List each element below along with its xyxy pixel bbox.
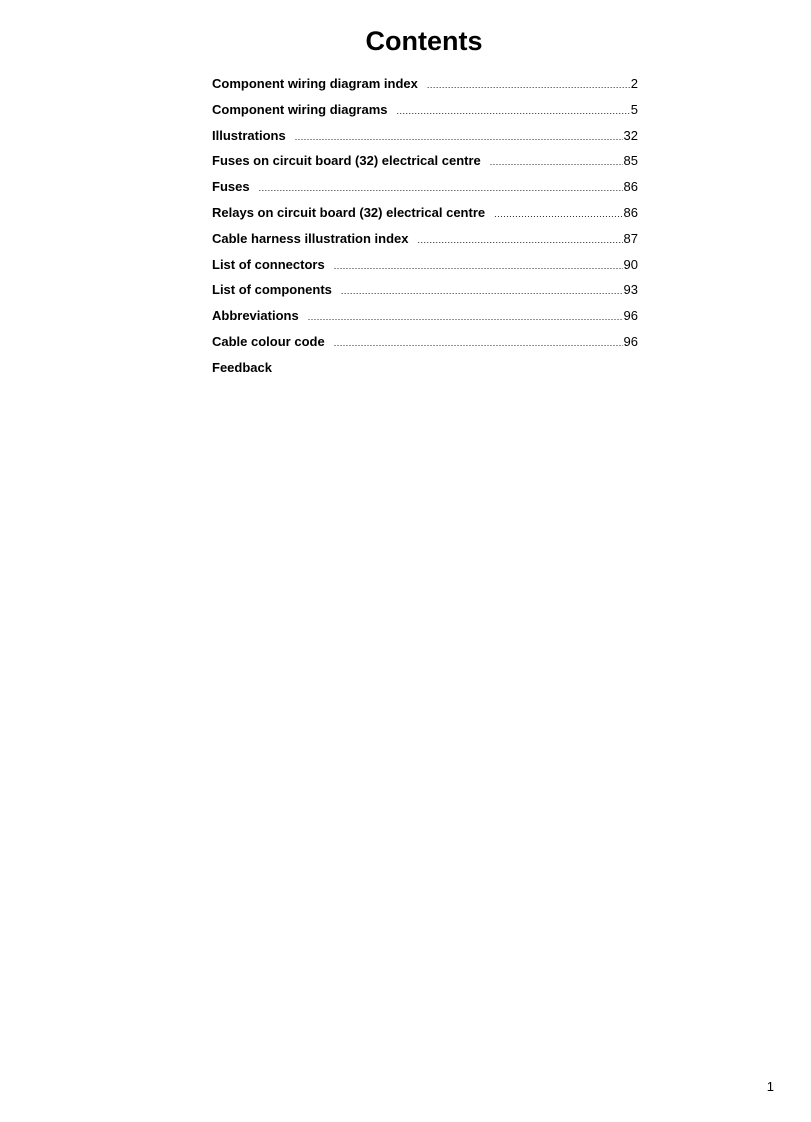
toc-entry-cable-harness-illustration-index[interactable] bbox=[212, 228, 638, 254]
toc-entry-title[interactable]: List of connectors bbox=[212, 256, 325, 272]
toc-entry-page[interactable]: 32 bbox=[623, 127, 638, 143]
toc-entry-relays-on-circuit-board[interactable] bbox=[212, 202, 638, 228]
dot-leader bbox=[418, 229, 623, 251]
toc-entry-illustrations[interactable] bbox=[212, 125, 638, 151]
toc-entry-page[interactable]: 93 bbox=[623, 282, 638, 298]
dot-leader bbox=[334, 332, 623, 354]
toc-entry-page[interactable]: 90 bbox=[623, 256, 638, 272]
page-title: Contents bbox=[365, 26, 483, 56]
dot-leader bbox=[494, 203, 622, 225]
toc-entry-list-of-connectors[interactable] bbox=[212, 254, 638, 280]
toc-entry-feedback[interactable] bbox=[212, 357, 638, 383]
dot-leader bbox=[308, 306, 623, 328]
toc-entry-component-wiring-diagram-index[interactable] bbox=[212, 73, 638, 99]
toc-entry-title[interactable]: Component wiring diagram index bbox=[212, 76, 418, 91]
toc-entry-list-of-components[interactable] bbox=[212, 279, 638, 305]
toc-entry-fuses[interactable] bbox=[212, 176, 638, 202]
toc-entry-page[interactable]: 85 bbox=[623, 153, 638, 169]
toc-entry-page[interactable]: 5 bbox=[630, 101, 638, 117]
page-number: 1 bbox=[766, 1079, 774, 1094]
toc-entry-title[interactable]: Feedback bbox=[212, 359, 272, 375]
table-of-contents bbox=[212, 73, 638, 383]
toc-entry-title[interactable]: Component wiring diagrams bbox=[212, 101, 388, 117]
toc-entry-page[interactable]: 87 bbox=[623, 230, 638, 246]
toc-entry-title[interactable]: Fuses bbox=[212, 179, 250, 195]
toc-entry-title[interactable]: Fuses on circuit board (32) electrical centre bbox=[212, 153, 481, 169]
toc-entry-page[interactable]: 96 bbox=[623, 333, 638, 349]
toc-entry-title[interactable]: Cable colour code bbox=[212, 333, 325, 349]
toc-entry-title[interactable]: Illustrations bbox=[212, 127, 286, 143]
dot-leader bbox=[397, 100, 630, 122]
toc-entry-page[interactable]: 86 bbox=[623, 179, 638, 195]
toc-entry-page[interactable]: 86 bbox=[623, 204, 638, 220]
toc-entry-page[interactable]: 2 bbox=[630, 76, 638, 91]
toc-entry-title[interactable]: Abbreviations bbox=[212, 308, 299, 324]
toc-entry-component-wiring-diagrams[interactable] bbox=[212, 99, 638, 125]
dot-leader bbox=[334, 255, 623, 277]
toc-entry-cable-colour-code[interactable] bbox=[212, 331, 638, 357]
dot-leader bbox=[427, 74, 630, 96]
toc-entry-title[interactable]: Relays on circuit board (32) electrical centre bbox=[212, 204, 486, 220]
toc-entry-fuses-on-circuit-board[interactable] bbox=[212, 150, 638, 176]
toc-entry-title[interactable]: List of components bbox=[212, 282, 332, 298]
dot-leader bbox=[259, 177, 623, 199]
toc-entry-abbreviations[interactable] bbox=[212, 305, 638, 331]
toc-entry-title[interactable]: Cable harness illustration index bbox=[212, 230, 409, 246]
toc-entry-page[interactable]: 96 bbox=[623, 308, 638, 324]
dot-leader bbox=[341, 280, 623, 302]
dot-leader bbox=[490, 151, 623, 173]
dot-leader bbox=[295, 126, 623, 148]
